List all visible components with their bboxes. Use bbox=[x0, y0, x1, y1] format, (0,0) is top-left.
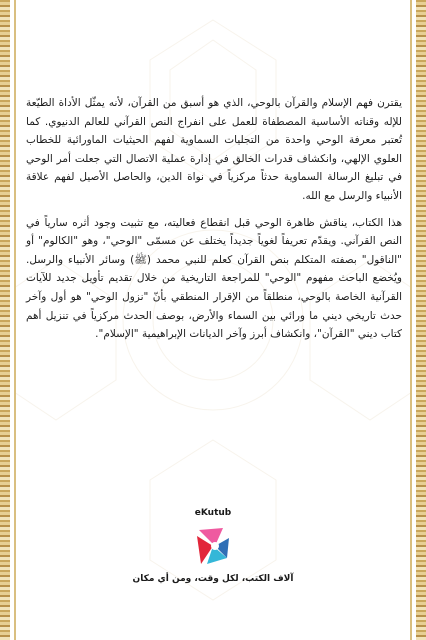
synopsis-paragraph-1: يقترن فهم الإسلام والقرآن بالوحي، الذي هو أسبق من القرآن، لأنه يمثّل الأداة الطيّعة للإله وقناته الأساسية المصطفاة للعمل على انفراج النص القرآني للعالم الدنيوي. كما تُعتبر معرفة الوحي واحدة من التجليات السماوية لفهم الحيثيات الماورائية للخطاب العلوي الإلهي، وانكشاف قدرات الخالق في إدارة عملية الاتصال التي جعلت أمر الوحي في تبليغ الرسالة السماوية حدثاً مركزياً في نواة الدين، والحاصل الأصيل لفهم علاقة الأنبياء والرسل مع الله. bbox=[26, 97, 402, 202]
publisher-name: eKutub bbox=[194, 508, 232, 518]
synopsis-paragraph-2: هذا الكتاب، يناقش ظاهرة الوحي قبل انقطاع فعاليته، مع تثبيت وجود أثره سارياً في النص القرآني. ويقدّم تعريفاً لغوياً جديداً يختلف عن مسمّى "الوحي"، وهو "الكالوم" أو "الناقول" بصفته المتكلم بنص القرآن كعلم للنبي محمد (ﷺ) وسائر الأنبياء والرسل. ويُخضع الباحث مفهوم "الوحي" للمراجعة التاريخية من خلال تقديم تأويل جديد للآيات القرآنية الخاصة بالوحي، منطلقاً من الإقرار المنطقي بأنّ "نزول الوحي" هو أول وآخر حدث تاريخي ديني ما ورائي بين السماء والأرض، بوصف الحدث مركزياً في تنزيل أهم كتاب ديني "القرآن"، وانكشاف أبرز وآخر الديانات الإبراهيمية "الإسلام". bbox=[26, 216, 402, 341]
publisher-block bbox=[0, 508, 426, 584]
synopsis-text bbox=[26, 94, 402, 344]
publisher-tagline: آلاف الكتب، لكل وقت، ومن أي مكان bbox=[132, 574, 294, 584]
ekutub-logo-icon bbox=[193, 524, 233, 568]
